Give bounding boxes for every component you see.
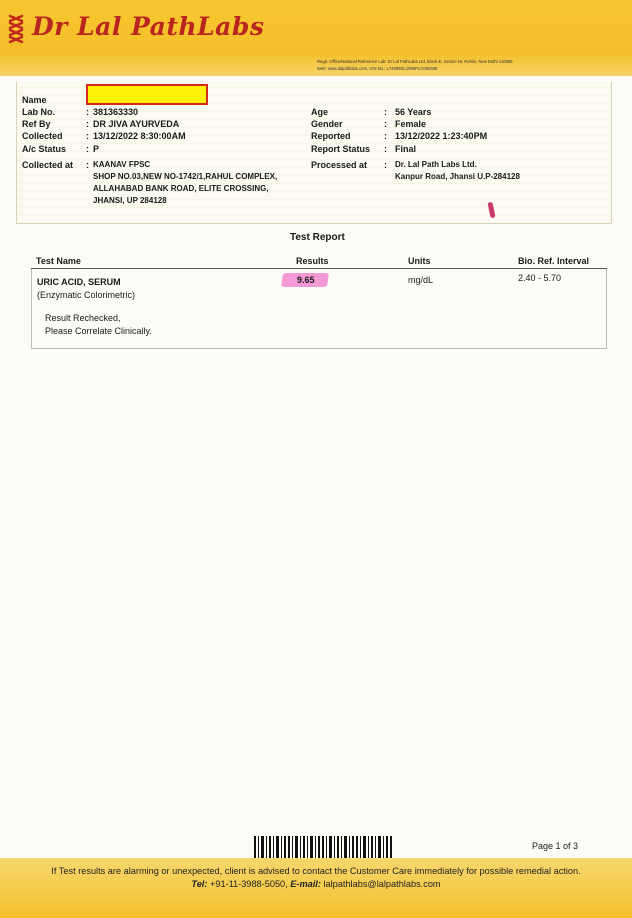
test-method: (Enzymatic Colorimetric) [37, 290, 136, 300]
email-value: lalpathlabs@lalpathlabs.com [323, 879, 441, 889]
processed-at-line: Dr. Lal Path Labs Ltd. [395, 160, 477, 169]
brand-logo-text: Dr Lal PathLabs [32, 12, 265, 41]
test-name: URIC ACID, SERUM [37, 277, 121, 287]
footer-warning: If Test results are alarming or unexpected, client is advised to contact the Customer Care immediately for possible remedial action. [51, 866, 581, 876]
tel-value: +91-11-3988-5050, [209, 879, 288, 889]
lab-no-value: 381363330 [93, 107, 139, 117]
processed-at-label: Processed at [311, 160, 368, 170]
gender-value: Female [395, 119, 427, 129]
col-test-name: Test Name [36, 256, 81, 266]
colon: : [86, 144, 89, 154]
colon: : [384, 119, 387, 129]
ac-status-value: P [93, 144, 100, 154]
processed-at-line: Kanpur Road, Jhansi U.P-284128 [395, 172, 520, 181]
collected-at-line: SHOP NO.03,NEW NO-1742/1,RAHUL COMPLEX, [93, 172, 278, 181]
colon: : [384, 131, 387, 141]
col-units: Units [408, 256, 431, 266]
test-ref-interval: 2.40 - 5.70 [518, 273, 562, 283]
ref-by-value: DR JIVA AYURVEDA [93, 119, 180, 129]
report-status-value: Final [395, 144, 417, 154]
report-header [0, 0, 632, 76]
lab-no-label: Lab No. [22, 107, 55, 117]
colon: : [384, 144, 387, 154]
report-title: Test Report [290, 232, 345, 243]
colon: : [384, 160, 387, 170]
ref-by-label: Ref By [22, 119, 51, 129]
note-line: Please Correlate Clinically. [45, 326, 152, 336]
collected-at-label: Collected at [22, 160, 74, 170]
collected-at-line: ALLAHABAD BANK ROAD, ELITE CROSSING, [93, 184, 269, 193]
col-ref-interval: Bio. Ref. Interval [518, 256, 590, 266]
col-results: Results [296, 256, 329, 266]
age-label: Age [311, 107, 329, 117]
tel-label: Tel: [191, 879, 208, 889]
barcode [254, 836, 392, 858]
collected-at-line: JHANSI, UP 284128 [93, 196, 167, 205]
gender-label: Gender [311, 119, 343, 129]
test-units: mg/dL [408, 275, 434, 285]
note-line: Result Rechecked, [45, 313, 121, 323]
colon: : [86, 107, 89, 117]
reported-label: Reported [311, 131, 351, 141]
colon: : [384, 107, 387, 117]
name-redaction [86, 84, 208, 105]
email-label: E-mail: [290, 879, 321, 889]
regd-office-line: Regd. Office/National Reference Lab: Dr Lal PathLabs Ltd, Block-E, Sector-18, Rohini, New Delhi-110085 [317, 59, 513, 64]
collected-value: 13/12/2022 8:30:00AM [93, 131, 186, 141]
report-status-label: Report Status [311, 144, 371, 154]
footer-contact [0, 879, 632, 889]
page-number: Page 1 of 3 [532, 841, 579, 851]
colon: : [86, 119, 89, 129]
web-cin-line: Web: www.lalpathlabs.com, CIN No.: L74899DL1995PLC065388 [317, 66, 438, 71]
collected-at-line: KAANAV FPSC [93, 160, 151, 169]
age-value: 56 Years [395, 107, 432, 117]
test-result: 9.65 [297, 275, 315, 285]
name-label: Name [22, 95, 47, 105]
colon: : [86, 160, 89, 170]
reported-value: 13/12/2022 1:23:40PM [395, 131, 488, 141]
collected-label: Collected [22, 131, 63, 141]
dna-helix-icon [8, 14, 24, 44]
regd-office-text [317, 58, 607, 72]
colon: : [86, 131, 89, 141]
ac-status-label: A/c Status [22, 144, 67, 154]
